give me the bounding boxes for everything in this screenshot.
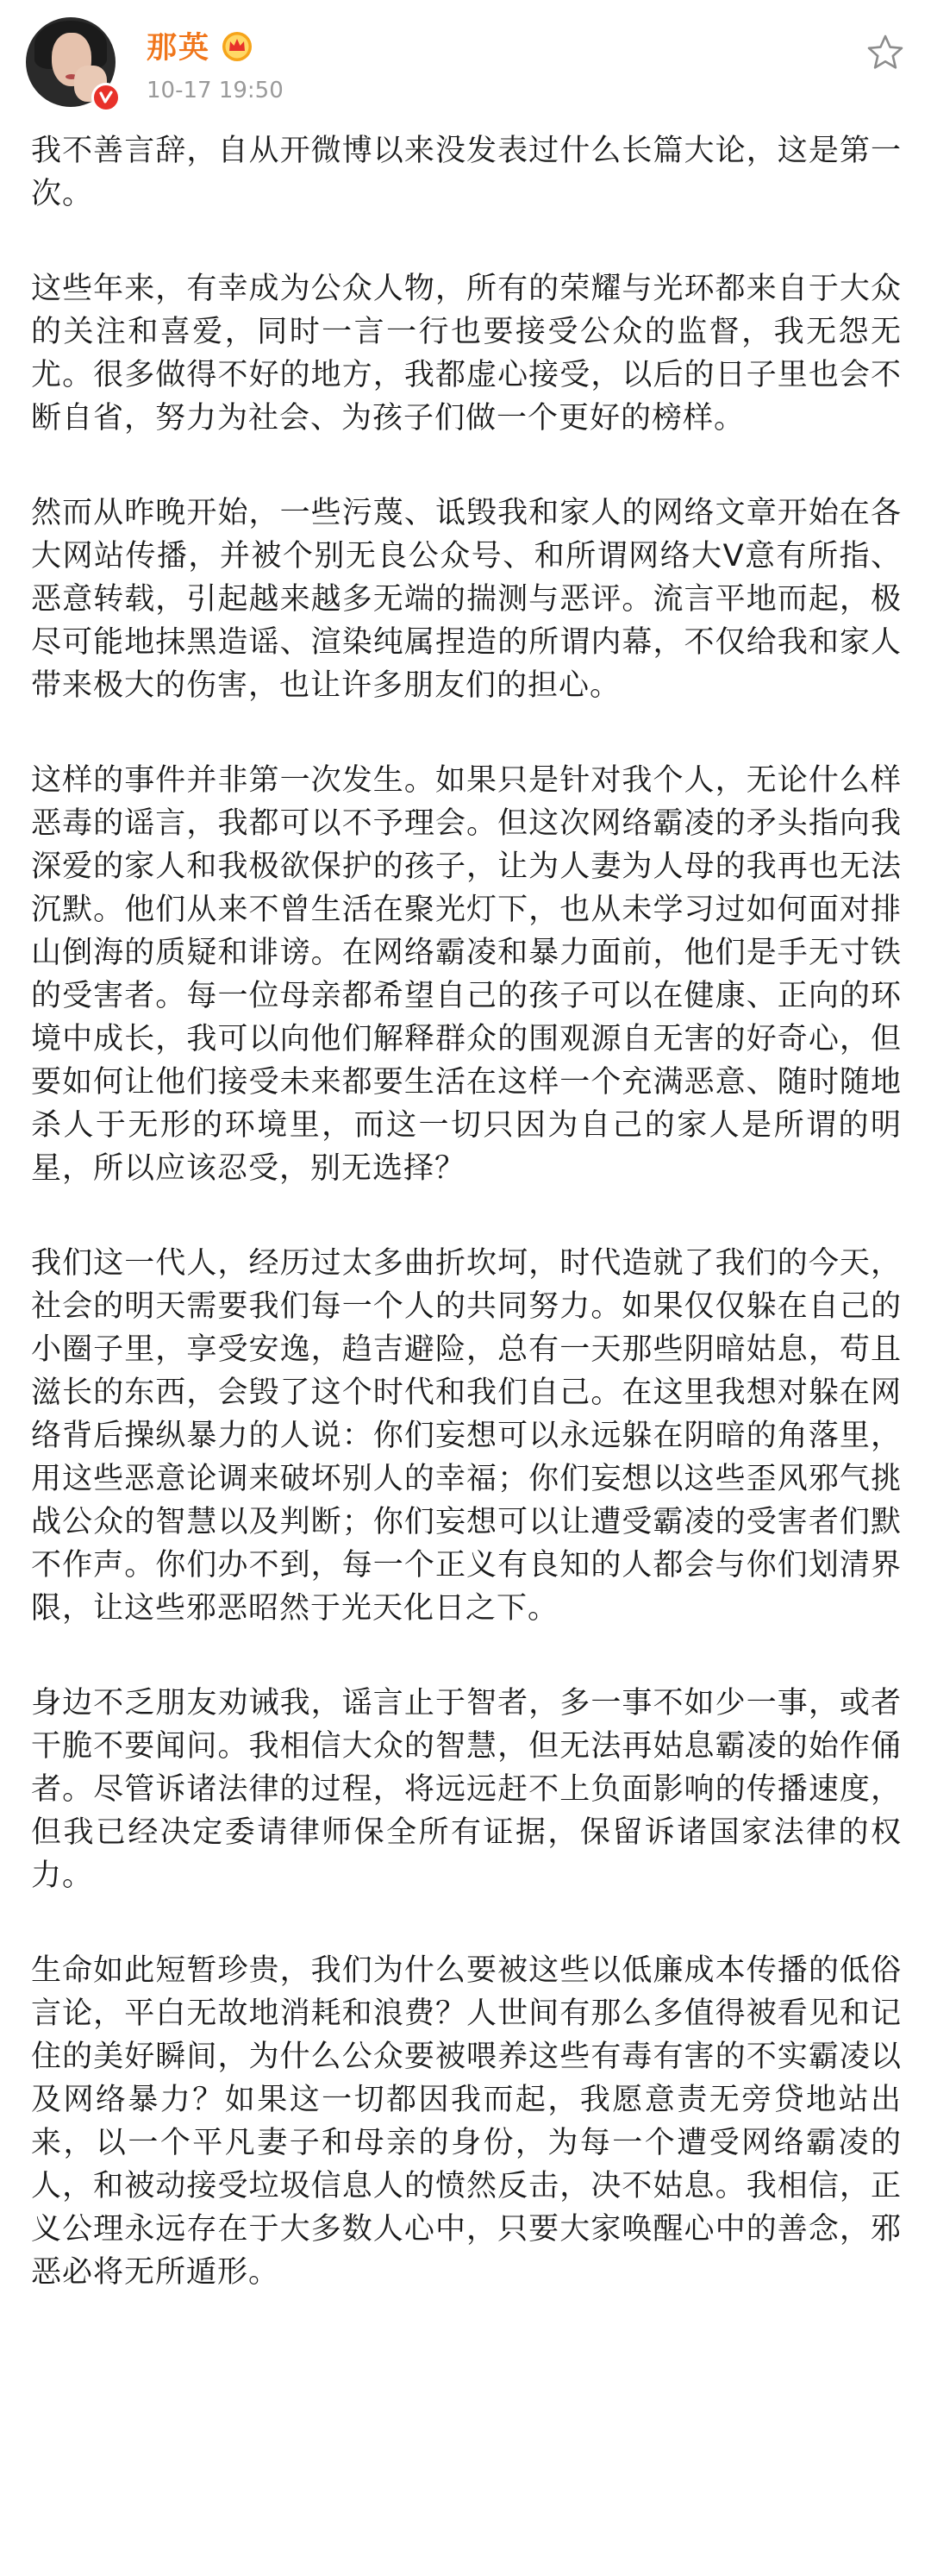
post-header [0, 0, 931, 110]
post-body [31, 129, 902, 2346]
post-paragraph: 这些年来，有幸成为公众人物，所有的荣耀与光环都来自于大众的关注和喜爱，同时一言一行也要接受公众的监督，我无怨无尤。很多做得不好的地方，我都虚心接受，以后的日子里也会不断自省，努力为社会、为孩子们做一个更好的榜样。 [31, 272, 902, 436]
post-paragraph: 生命如此短暂珍贵，我们为什么要被这些以低廉成本传播的低俗言论，平白无故地消耗和浪费？人世间有那么多值得被看见和记住的美好瞬间，为什么公众要被喂养这些有毒有害的不实霸凌以及网络暴力？如果这一切都因我而起，我愿意责无旁贷地站出来，以一个平凡妻子和母亲的身份，为每一个遭受网络霸凌的人，和被动接受垃圾信息人的愤然反击，决不姑息。我相信，正义公理永远存在于大多数人心中，只要大家唤醒心中的善念，邪恶必将无所遁形。 [31, 1953, 902, 2290]
post-timestamp: 10-17 19:50 [147, 78, 284, 103]
post-paragraph: 身边不乏朋友劝诫我，谣言止于智者，多一事不如少一事，或者干脆不要闻问。我相信大众的智慧，但无法再姑息霸凌的始作俑者。尽管诉诸法律的过程，将远远赶不上负面影响的传播速度，但我已经决定委请律师保全所有证据，保留诉诸国家法律的权力。 [31, 1686, 902, 1893]
author-row [147, 24, 253, 67]
post-paragraph: 然而从昨晚开始，一些污蔑、诋毁我和家人的网络文章开始在各大网站传播，并被个别无良公众号、和所谓网络大V意有所指、恶意转载，引起越来越多无端的揣测与恶评。流言平地而起，极尽可能地抹黑造谣、渲染纯属捏造的所谓内幕，不仅给我和家人带来极大的伤害，也让许多朋友们的担心。 [31, 496, 902, 703]
post-paragraph: 我们这一代人，经历过太多曲折坎坷，时代造就了我们的今天，社会的明天需要我们每一个人的共同努力。如果仅仅躲在自己的小圈子里，享受安逸，趋吉避险，总有一天那些阴暗姑息，苟且滋长的东西，会毁了这个时代和我们自己。在这里我想对躲在网络背后操纵暴力的人说：你们妄想可以永远躲在阴暗的角落里，用这些恶意论调来破坏别人的幸福；你们妄想以这些歪风邪气挑战公众的智慧以及判断；你们妄想可以让遭受霸凌的受害者们默不作声。你们办不到，每一个正义有良知的人都会与你们划清界限，让这些邪恶昭然于光天化日之下。 [31, 1246, 902, 1626]
post-paragraph: 我不善言辞，自从开微博以来没发表过什么长篇大论，这是第一次。 [31, 134, 902, 211]
author-name[interactable]: 那英 [147, 31, 211, 66]
star-outline-icon[interactable] [865, 33, 905, 72]
verified-badge-icon [91, 83, 121, 112]
vip-crown-icon[interactable] [221, 29, 253, 62]
post-paragraph: 这样的事件并非第一次发生。如果只是针对我个人，无论什么样恶毒的谣言，我都可以不予理会。但这次网络霸凌的矛头指向我深爱的家人和我极欲保护的孩子，让为人妻为人母的我再也无法沉默。他们从来不曾生活在聚光灯下，也从未学习过如何面对排山倒海的质疑和诽谤。在网络霸凌和暴力面前，他们是手无寸铁的受害者。每一位母亲都希望自己的孩子可以在健康、正向的环境中成长，我可以向他们解释群众的围观源自无害的好奇心，但要如何让他们接受未来都要生活在这样一个充满恶意、随时随地杀人于无形的环境里，而这一切只因为自己的家人是所谓的明星，所以应该忍受，别无选择？ [31, 763, 902, 1186]
